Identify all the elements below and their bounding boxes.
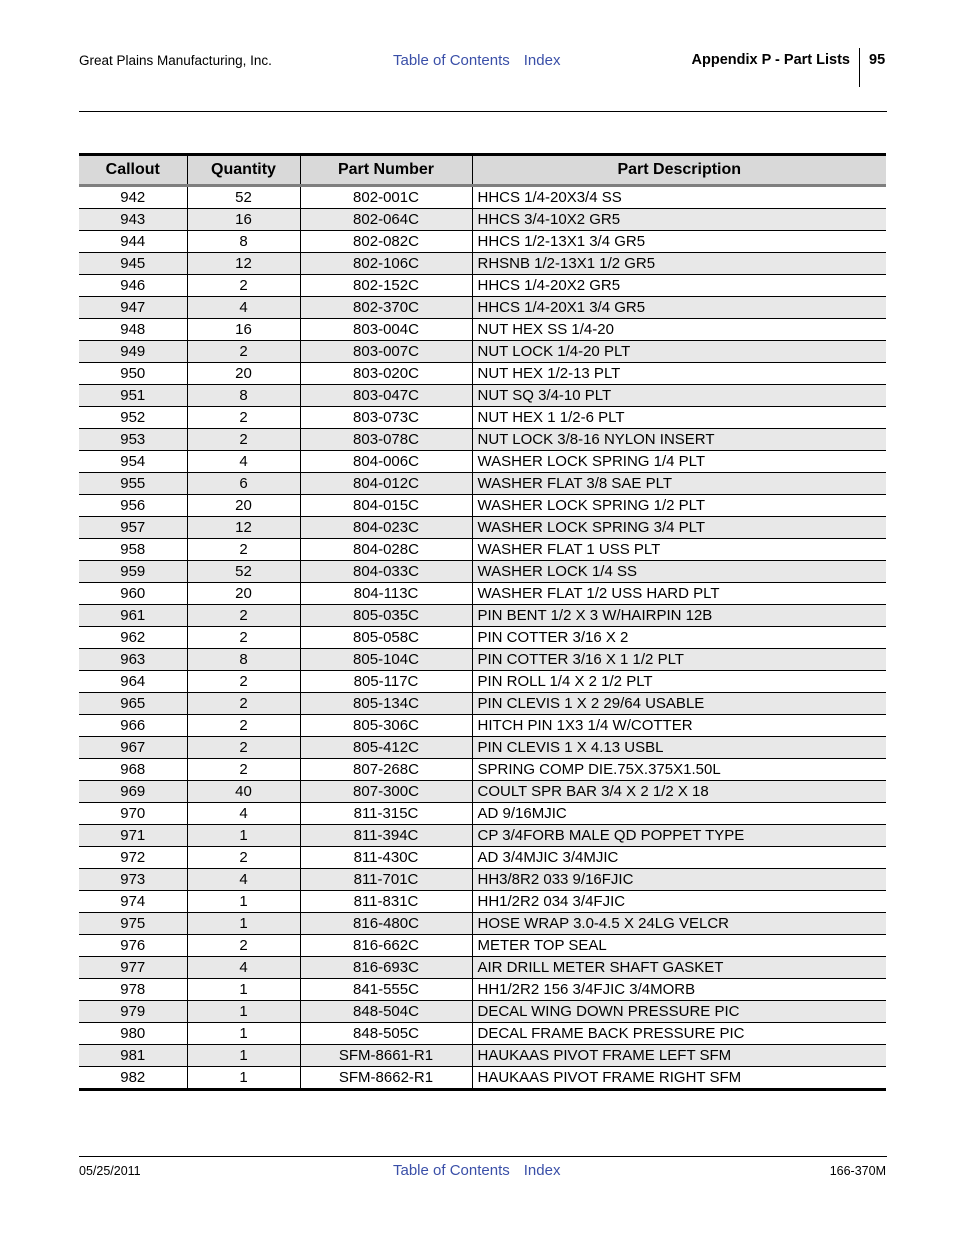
quantity-cell: 2 — [187, 759, 300, 781]
part-description-cell: WASHER LOCK 1/4 SS — [472, 561, 886, 583]
part-description-cell: WASHER LOCK SPRING 1/2 PLT — [472, 495, 886, 517]
quantity-cell: 4 — [187, 297, 300, 319]
quantity-cell: 2 — [187, 275, 300, 297]
table-row — [79, 495, 886, 517]
part-description-cell: HHCS 1/4-20X1 3/4 GR5 — [472, 297, 886, 319]
callout-cell: 967 — [79, 737, 187, 759]
part-number-cell: 804-012C — [300, 473, 472, 495]
callout-cell: 942 — [120, 189, 146, 206]
table-row — [79, 693, 886, 715]
quantity-cell: 1 — [187, 1023, 300, 1045]
part-description-cell: HHCS 3/4-10X2 GR5 — [472, 209, 886, 231]
part-number-cell: 807-300C — [300, 781, 472, 803]
quantity-cell: 4 — [187, 451, 300, 473]
part-description-cell: PIN BENT 1/2 X 3 W/HAIRPIN 12B — [472, 605, 886, 627]
table-row — [79, 1001, 886, 1023]
part-description-cell: PIN COTTER 3/16 X 2 — [472, 627, 886, 649]
table-row — [79, 275, 886, 297]
callout-cell: 957 — [79, 517, 187, 539]
part-number-cell: SFM-8661-R1 — [300, 1045, 472, 1067]
quantity-cell: 1 — [187, 979, 300, 1001]
callout-cell: 969 — [79, 781, 187, 803]
table-row — [79, 297, 886, 319]
part-number-cell: 811-315C — [300, 803, 472, 825]
part-number-cell: 803-004C — [300, 319, 472, 341]
parts-table — [79, 153, 886, 1091]
table-row — [79, 319, 886, 341]
table-row — [79, 186, 886, 209]
parts-table-body — [79, 186, 886, 1090]
callout-cell: 952 — [79, 407, 187, 429]
table-row — [79, 737, 886, 759]
quantity-cell: 2 — [187, 627, 300, 649]
table-row — [79, 649, 886, 671]
quantity-cell: 12 — [187, 253, 300, 275]
part-number-cell: 803-047C — [300, 385, 472, 407]
callout-cell: 975 — [79, 913, 187, 935]
callout-cell: 946 — [79, 275, 187, 297]
part-description-cell: PIN CLEVIS 1 X 4.13 USBL — [472, 737, 886, 759]
part-number-cell: 811-430C — [300, 847, 472, 869]
table-row — [79, 1067, 886, 1090]
callout-cell: 978 — [79, 979, 187, 1001]
quantity-cell: 1 — [187, 891, 300, 913]
table-row — [79, 671, 886, 693]
callout-cell: 980 — [79, 1023, 187, 1045]
quantity-cell: 2 — [187, 693, 300, 715]
part-number-cell: 804-033C — [300, 561, 472, 583]
part-description-cell: WASHER FLAT 1/2 USS HARD PLT — [472, 583, 886, 605]
callout-cell: 951 — [79, 385, 187, 407]
table-row — [79, 451, 886, 473]
part-description-cell: DECAL FRAME BACK PRESSURE PIC — [472, 1023, 886, 1045]
part-description-cell: CP 3/4FORB MALE QD POPPET TYPE — [472, 825, 886, 847]
table-row — [79, 561, 886, 583]
callout-cell: 950 — [79, 363, 187, 385]
part-number-cell: SFM-8662-R1 — [300, 1067, 472, 1090]
quantity-cell: 4 — [187, 869, 300, 891]
part-number-cell: 804-113C — [300, 583, 472, 605]
quantity-cell: 2 — [187, 429, 300, 451]
quantity-cell: 1 — [187, 913, 300, 935]
part-description-cell: HHCS 1/2-13X1 3/4 GR5 — [472, 231, 886, 253]
table-row — [79, 253, 886, 275]
part-description-cell: NUT HEX 1 1/2-6 PLT — [472, 407, 886, 429]
quantity-cell: 40 — [187, 781, 300, 803]
part-number-cell: 811-701C — [300, 869, 472, 891]
callout-cell: 949 — [79, 341, 187, 363]
callout-cell: 963 — [79, 649, 187, 671]
part-number-cell: 805-035C — [300, 605, 472, 627]
quantity-cell: 20 — [187, 583, 300, 605]
part-description-cell: HITCH PIN 1X3 1/4 W/COTTER — [472, 715, 886, 737]
part-description-cell: HH3/8R2 033 9/16FJIC — [472, 869, 886, 891]
quantity-cell: 6 — [187, 473, 300, 495]
quantity-cell: 8 — [187, 649, 300, 671]
part-description-cell: AD 9/16MJIC — [472, 803, 886, 825]
part-description-cell: NUT HEX SS 1/4-20 — [472, 319, 886, 341]
part-number-cell: 805-134C — [300, 693, 472, 715]
callout-cell: 954 — [79, 451, 187, 473]
part-number-cell: 803-073C — [300, 407, 472, 429]
part-description-cell: NUT LOCK 3/8-16 NYLON INSERT — [472, 429, 886, 451]
quantity-cell: 16 — [187, 209, 300, 231]
table-row — [79, 627, 886, 649]
quantity-cell: 20 — [187, 363, 300, 385]
callout-cell: 971 — [79, 825, 187, 847]
quantity-cell: 2 — [187, 605, 300, 627]
part-number-cell: 803-007C — [300, 341, 472, 363]
quantity-cell: 1 — [187, 825, 300, 847]
quantity-cell: 4 — [187, 957, 300, 979]
quantity-cell: 12 — [187, 517, 300, 539]
part-number-cell: 803-020C — [300, 363, 472, 385]
quantity-cell: 2 — [187, 737, 300, 759]
table-row — [79, 385, 886, 407]
column-header-callout: Callout — [79, 155, 187, 186]
part-number-cell: 805-306C — [300, 715, 472, 737]
callout-cell: 959 — [79, 561, 187, 583]
callout-cell: 947 — [79, 297, 187, 319]
callout-cell: 977 — [79, 957, 187, 979]
callout-cell: 960 — [79, 583, 187, 605]
table-row — [79, 891, 886, 913]
quantity-cell: 2 — [187, 715, 300, 737]
quantity-cell: 2 — [187, 671, 300, 693]
part-description-cell: NUT SQ 3/4-10 PLT — [472, 385, 886, 407]
callout-cell: 955 — [79, 473, 187, 495]
part-description-cell: HAUKAAS PIVOT FRAME LEFT SFM — [472, 1045, 886, 1067]
part-description-cell: PIN COTTER 3/16 X 1 1/2 PLT — [472, 649, 886, 671]
footer-date: 05/25/2011 — [79, 1164, 141, 1178]
quantity-cell: 8 — [187, 385, 300, 407]
table-row — [79, 473, 886, 495]
callout-cell: 973 — [79, 869, 187, 891]
part-number-cell: 804-015C — [300, 495, 472, 517]
part-description-cell: HH1/2R2 156 3/4FJIC 3/4MORB — [472, 979, 886, 1001]
part-description-cell: HAUKAAS PIVOT FRAME RIGHT SFM — [472, 1067, 886, 1090]
callout-cell: 962 — [79, 627, 187, 649]
part-description-cell: WASHER LOCK SPRING 1/4 PLT — [472, 451, 886, 473]
quantity-cell: 52 — [187, 186, 300, 209]
header-nav — [393, 52, 560, 69]
quantity-cell: 8 — [187, 231, 300, 253]
column-header-part-number: Part Number — [300, 155, 472, 186]
table-row — [79, 759, 886, 781]
table-row — [79, 231, 886, 253]
header-rule — [79, 111, 887, 112]
callout-cell: 948 — [79, 319, 187, 341]
part-number-cell: 848-505C — [300, 1023, 472, 1045]
part-number-cell: 811-831C — [300, 891, 472, 913]
part-description-cell: AIR DRILL METER SHAFT GASKET — [472, 957, 886, 979]
table-row — [79, 979, 886, 1001]
part-number-cell: 802-064C — [300, 209, 472, 231]
table-row — [79, 209, 886, 231]
table-row — [79, 407, 886, 429]
quantity-cell: 16 — [187, 319, 300, 341]
part-description-cell: COULT SPR BAR 3/4 X 2 1/2 X 18 — [472, 781, 886, 803]
part-number-cell: 805-058C — [300, 627, 472, 649]
footer-rule — [79, 1156, 887, 1157]
part-number-cell: 807-268C — [300, 759, 472, 781]
part-description-cell: SPRING COMP DIE.75X.375X1.50L — [472, 759, 886, 781]
toc-link[interactable]: Table of Contents — [393, 1162, 510, 1179]
callout-cell: 970 — [79, 803, 187, 825]
part-number-cell: 805-412C — [300, 737, 472, 759]
table-header-row — [79, 155, 886, 186]
company-name: Great Plains Manufacturing, Inc. — [79, 53, 272, 68]
table-row — [79, 935, 886, 957]
table-row — [79, 341, 886, 363]
part-description-cell: DECAL WING DOWN PRESSURE PIC — [472, 1001, 886, 1023]
callout-cell: 982 — [79, 1067, 187, 1090]
part-description-cell: PIN CLEVIS 1 X 2 29/64 USABLE — [472, 693, 886, 715]
column-header-quantity: Quantity — [187, 155, 300, 186]
callout-cell: 976 — [79, 935, 187, 957]
page-number: 95 — [869, 52, 886, 68]
table-row — [79, 715, 886, 737]
quantity-cell: 2 — [187, 539, 300, 561]
table-row — [79, 1045, 886, 1067]
table-row — [79, 517, 886, 539]
callout-cell: 953 — [79, 429, 187, 451]
part-number-cell: 805-104C — [300, 649, 472, 671]
callout-cell: 945 — [79, 253, 187, 275]
part-description-cell: NUT HEX 1/2-13 PLT — [472, 363, 886, 385]
quantity-cell: 2 — [187, 935, 300, 957]
part-description-cell: NUT LOCK 1/4-20 PLT — [472, 341, 886, 363]
part-number-cell: 816-662C — [300, 935, 472, 957]
part-number-cell: 816-480C — [300, 913, 472, 935]
footer-nav — [393, 1162, 560, 1179]
part-description-cell: WASHER FLAT 1 USS PLT — [472, 539, 886, 561]
part-number-cell: 804-023C — [300, 517, 472, 539]
header-divider — [859, 48, 860, 87]
part-description-cell: METER TOP SEAL — [472, 935, 886, 957]
part-description-cell: AD 3/4MJIC 3/4MJIC — [472, 847, 886, 869]
part-number-cell: 816-693C — [300, 957, 472, 979]
part-number-cell: 841-555C — [300, 979, 472, 1001]
section-title: Appendix P - Part Lists — [691, 52, 850, 68]
callout-cell: 961 — [79, 605, 187, 627]
quantity-cell: 1 — [187, 1001, 300, 1023]
callout-cell: 958 — [79, 539, 187, 561]
part-number-cell: 804-006C — [300, 451, 472, 473]
table-row — [79, 429, 886, 451]
quantity-cell: 1 — [187, 1045, 300, 1067]
table-row — [79, 803, 886, 825]
index-link[interactable]: Index — [523, 1162, 561, 1179]
part-description-cell: RHSNB 1/2-13X1 1/2 GR5 — [472, 253, 886, 275]
quantity-cell: 20 — [187, 495, 300, 517]
callout-cell: 966 — [79, 715, 187, 737]
table-row — [79, 605, 886, 627]
table-row — [79, 781, 886, 803]
callout-cell: 956 — [79, 495, 187, 517]
quantity-cell: 2 — [187, 341, 300, 363]
table-row — [79, 583, 886, 605]
part-description-cell: WASHER LOCK SPRING 3/4 PLT — [472, 517, 886, 539]
callout-cell: 943 — [79, 209, 187, 231]
table-row — [79, 1023, 886, 1045]
part-description-cell: HHCS 1/4-20X2 GR5 — [472, 275, 886, 297]
part-number-cell: 805-117C — [300, 671, 472, 693]
part-number-cell: 802-082C — [300, 231, 472, 253]
part-number-cell: 804-028C — [300, 539, 472, 561]
callout-cell: 968 — [79, 759, 187, 781]
callout-cell: 979 — [79, 1001, 187, 1023]
quantity-cell: 2 — [187, 847, 300, 869]
part-number-cell: 803-078C — [300, 429, 472, 451]
table-row — [79, 913, 886, 935]
callout-cell: 965 — [79, 693, 187, 715]
part-number-cell: 802-370C — [300, 297, 472, 319]
part-number-cell: 811-394C — [300, 825, 472, 847]
document-number: 166-370M — [829, 1164, 886, 1178]
quantity-cell: 2 — [187, 407, 300, 429]
table-row — [79, 847, 886, 869]
callout-cell: 974 — [79, 891, 187, 913]
callout-cell: 972 — [79, 847, 187, 869]
part-description-cell: HHCS 1/4-20X3/4 SS — [472, 186, 886, 209]
part-description-cell: PIN ROLL 1/4 X 2 1/2 PLT — [472, 671, 886, 693]
table-row — [79, 869, 886, 891]
part-number-cell: 802-152C — [300, 275, 472, 297]
index-link[interactable]: Index — [523, 52, 561, 69]
quantity-cell: 52 — [187, 561, 300, 583]
table-row — [79, 363, 886, 385]
table-row — [79, 825, 886, 847]
column-header-part-description: Part Description — [472, 155, 886, 186]
quantity-cell: 4 — [187, 803, 300, 825]
part-number-cell: 848-504C — [300, 1001, 472, 1023]
part-number-cell: 802-106C — [300, 253, 472, 275]
part-number-cell: 802-001C — [300, 186, 472, 209]
callout-cell: 944 — [79, 231, 187, 253]
part-description-cell: HH1/2R2 034 3/4FJIC — [472, 891, 886, 913]
part-description-cell: HOSE WRAP 3.0-4.5 X 24LG VELCR — [472, 913, 886, 935]
table-row — [79, 539, 886, 561]
part-description-cell: WASHER FLAT 3/8 SAE PLT — [472, 473, 886, 495]
toc-link[interactable]: Table of Contents — [393, 52, 510, 69]
callout-cell: 981 — [79, 1045, 187, 1067]
callout-cell: 964 — [79, 671, 187, 693]
table-row — [79, 957, 886, 979]
quantity-cell: 1 — [187, 1067, 300, 1090]
